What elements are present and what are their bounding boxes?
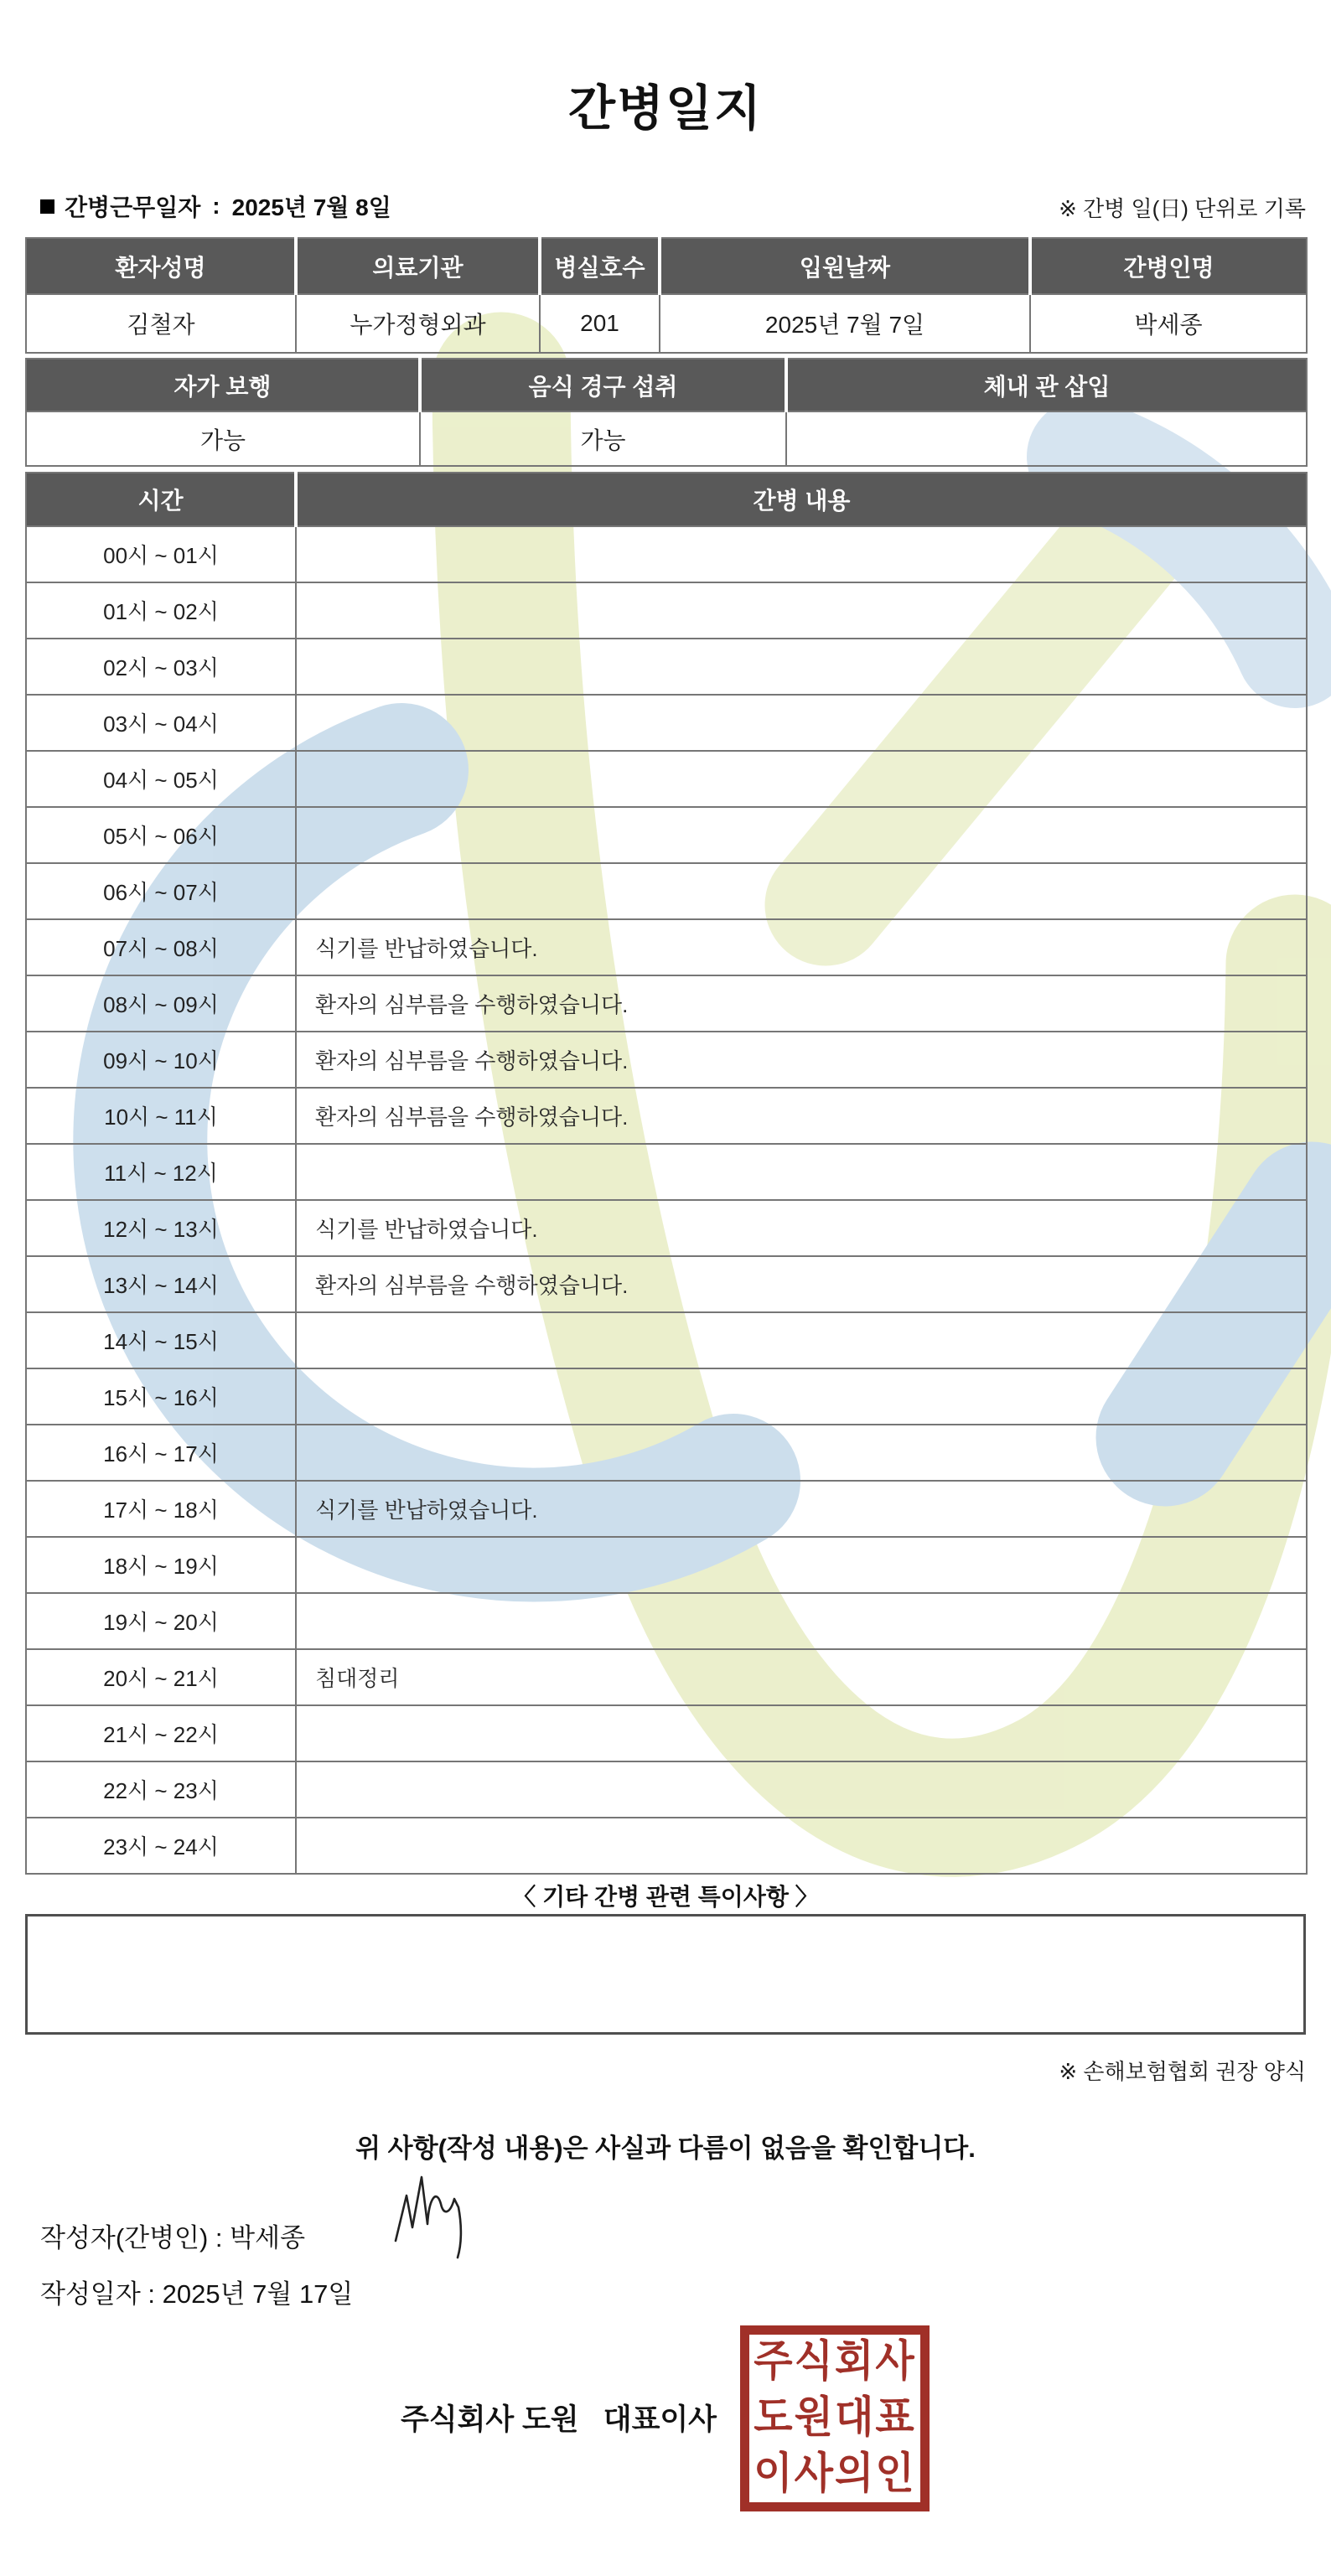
header-patient-name: 환자성명 [26, 238, 296, 294]
header-internal-tube: 체내 관 삽입 [786, 359, 1307, 411]
log-time: 16시 ~ 17시 [26, 1425, 296, 1481]
log-row [26, 1818, 1307, 1874]
log-row [26, 582, 1307, 639]
header-medical-institution: 의료기관 [296, 238, 540, 294]
log-content [296, 807, 1307, 863]
log-content [296, 1593, 1307, 1649]
log-time: 00시 ~ 01시 [26, 526, 296, 582]
log-content [296, 751, 1307, 807]
form-note: ※ 손해보험협회 권장 양식 [1059, 2059, 1306, 2084]
value-self-walking: 가능 [26, 411, 420, 466]
stamp-line: 주식회사 [754, 2338, 916, 2387]
condition-table [25, 358, 1308, 467]
log-header-row [26, 473, 1307, 526]
work-date-line [40, 189, 391, 223]
log-time: 15시 ~ 16시 [26, 1368, 296, 1425]
meta-row [40, 189, 1306, 223]
log-row [26, 1032, 1307, 1088]
log-time: 22시 ~ 23시 [26, 1761, 296, 1818]
log-content: 환자의 심부름을 수행하였습니다. [296, 1256, 1307, 1312]
hourly-log-table [25, 472, 1308, 1875]
log-row [26, 1705, 1307, 1761]
log-content: 환자의 심부름을 수행하였습니다. [296, 1088, 1307, 1144]
log-content [296, 863, 1307, 919]
log-row [26, 807, 1307, 863]
log-content: 침대정리 [296, 1649, 1307, 1705]
patient-info-table [25, 237, 1308, 354]
log-row [26, 639, 1307, 695]
log-time: 06시 ~ 07시 [26, 863, 296, 919]
author-value: 박세종 [230, 2223, 306, 2253]
log-content [296, 526, 1307, 582]
log-row [26, 695, 1307, 751]
header-room-number: 병실호수 [540, 238, 660, 294]
company-seal-stamp [740, 2325, 930, 2511]
patient-header-row [26, 238, 1307, 294]
log-row [26, 1425, 1307, 1481]
log-time: 19시 ~ 20시 [26, 1593, 296, 1649]
log-row [26, 1593, 1307, 1649]
log-time: 01시 ~ 02시 [26, 582, 296, 639]
value-patient-name: 김철자 [26, 294, 296, 353]
value-admission-date: 2025년 7월 7일 [660, 294, 1030, 353]
log-row [26, 863, 1307, 919]
log-row [26, 975, 1307, 1032]
log-row [26, 1537, 1307, 1593]
stamp-line: 이사의인 [754, 2449, 916, 2498]
value-room-number: 201 [540, 294, 660, 353]
log-time: 21시 ~ 22시 [26, 1705, 296, 1761]
square-bullet-icon [40, 199, 54, 214]
work-date-label: 간병근무일자 [65, 194, 201, 220]
log-row [26, 1200, 1307, 1256]
log-time: 05시 ~ 06시 [26, 807, 296, 863]
written-date-line [40, 2273, 353, 2310]
log-row [26, 1088, 1307, 1144]
log-time: 17시 ~ 18시 [26, 1481, 296, 1537]
log-row [26, 1481, 1307, 1537]
notes-title: 〈 기타 간병 관련 특이사항 〉 [512, 1884, 819, 1910]
written-date-value: 2025년 7월 17일 [162, 2279, 354, 2309]
log-content [296, 1705, 1307, 1761]
log-row [26, 751, 1307, 807]
log-row [26, 1256, 1307, 1312]
log-time: 18시 ~ 19시 [26, 1537, 296, 1593]
header-self-walking: 자가 보행 [26, 359, 420, 411]
header-oral-intake: 음식 경구 섭취 [420, 359, 786, 411]
log-row [26, 1368, 1307, 1425]
stamp-line: 도원대표 [754, 2393, 916, 2443]
log-time: 11시 ~ 12시 [26, 1144, 296, 1200]
log-content: 식기를 반납하였습니다. [296, 1200, 1307, 1256]
log-row [26, 526, 1307, 582]
log-content [296, 1312, 1307, 1368]
work-date-separator: : [212, 193, 220, 219]
page-title: 간병일지 [567, 81, 764, 136]
log-content [296, 695, 1307, 751]
log-content [296, 639, 1307, 695]
log-row [26, 1312, 1307, 1368]
confirmation-text: 위 사항(작성 내용)은 사실과 다름이 없음을 확인합니다. [355, 2134, 976, 2163]
log-time: 20시 ~ 21시 [26, 1649, 296, 1705]
header-caregiver-name: 간병인명 [1030, 238, 1307, 294]
log-content [296, 1368, 1307, 1425]
log-time: 13시 ~ 14시 [26, 1256, 296, 1312]
log-row [26, 1649, 1307, 1705]
unit-note: ※ 간병 일(日) 단위로 기록 [1059, 196, 1306, 221]
value-oral-intake: 가능 [420, 411, 786, 466]
log-row [26, 919, 1307, 975]
log-time: 03시 ~ 04시 [26, 695, 296, 751]
log-content: 환자의 심부름을 수행하였습니다. [296, 1032, 1307, 1088]
log-time: 12시 ~ 13시 [26, 1200, 296, 1256]
log-content [296, 1144, 1307, 1200]
log-content: 환자의 심부름을 수행하였습니다. [296, 975, 1307, 1032]
written-date-label: 작성일자 : [40, 2279, 163, 2309]
log-row [26, 1144, 1307, 1200]
condition-header-row [26, 359, 1307, 411]
author-line [40, 2216, 305, 2254]
log-content [296, 1818, 1307, 1874]
log-content: 식기를 반납하였습니다. [296, 919, 1307, 975]
log-time: 08시 ~ 09시 [26, 975, 296, 1032]
log-time: 02시 ~ 03시 [26, 639, 296, 695]
company-name: 주식회사 도원 대표이사 [401, 2403, 717, 2436]
header-time: 시간 [26, 473, 296, 526]
header-admission-date: 입원날짜 [660, 238, 1030, 294]
header-care-content: 간병 내용 [296, 473, 1307, 526]
notes-box [25, 1914, 1306, 2035]
log-content [296, 1537, 1307, 1593]
value-medical-institution: 누가정형외과 [296, 294, 540, 353]
log-content [296, 1425, 1307, 1481]
log-time: 07시 ~ 08시 [26, 919, 296, 975]
log-content [296, 582, 1307, 639]
author-label: 작성자(간병인) : [40, 2223, 230, 2253]
log-time: 14시 ~ 15시 [26, 1312, 296, 1368]
log-row [26, 1761, 1307, 1818]
log-table-body [26, 526, 1307, 1874]
log-time: 23시 ~ 24시 [26, 1818, 296, 1874]
log-time: 04시 ~ 05시 [26, 751, 296, 807]
patient-value-row [26, 294, 1307, 353]
value-caregiver-name: 박세종 [1030, 294, 1307, 353]
condition-value-row [26, 411, 1307, 466]
log-time: 09시 ~ 10시 [26, 1032, 296, 1088]
caregiver-signature [392, 2172, 469, 2263]
value-internal-tube [786, 411, 1307, 466]
work-date-value: 2025년 7월 8일 [231, 194, 391, 220]
log-content: 식기를 반납하였습니다. [296, 1481, 1307, 1537]
log-content [296, 1761, 1307, 1818]
log-time: 10시 ~ 11시 [26, 1088, 296, 1144]
